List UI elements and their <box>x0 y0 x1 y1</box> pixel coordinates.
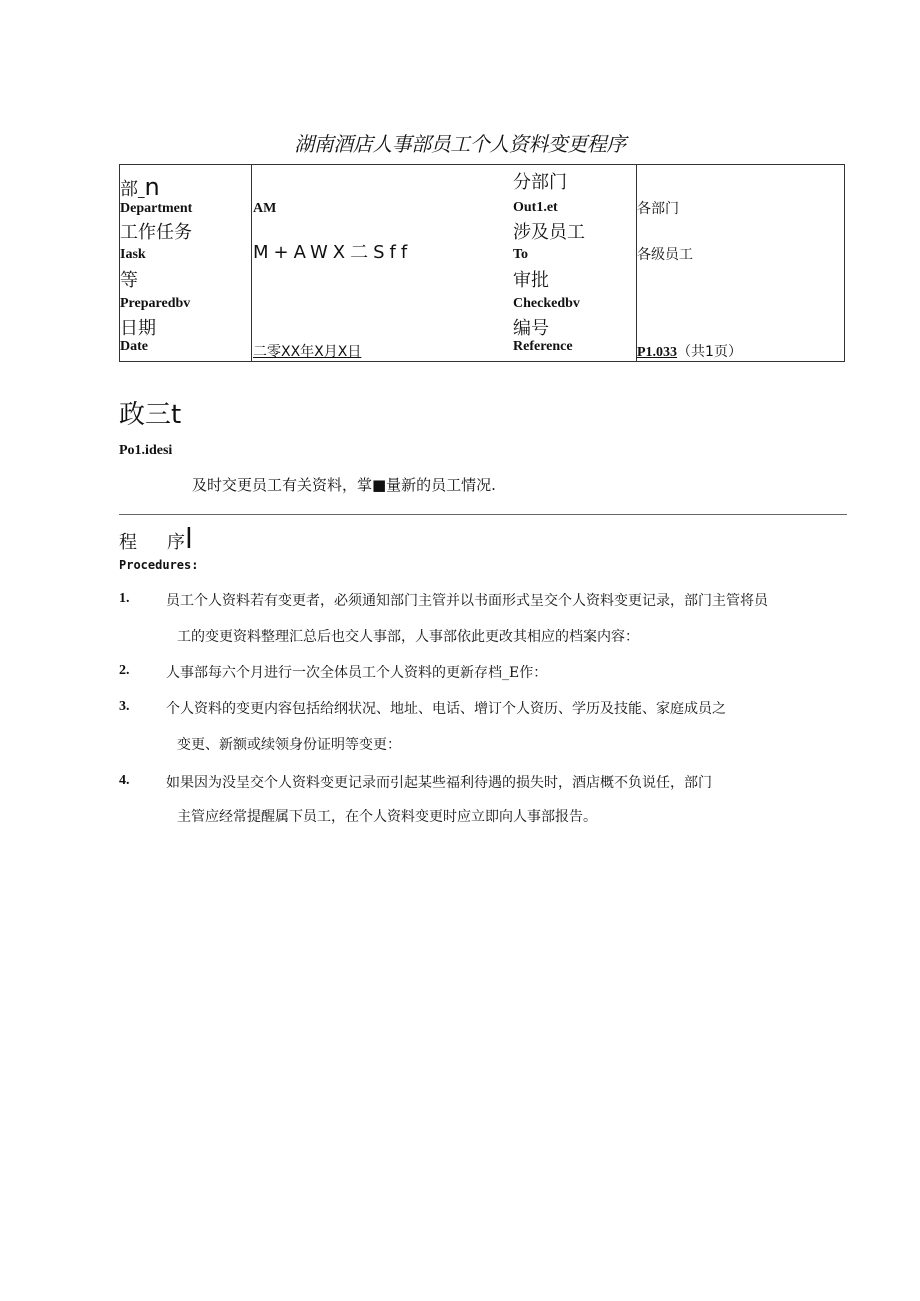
date-label-zh: 日期 <box>120 318 156 339</box>
document-title: 湖南酒店人事部员工个人资料变更程序 <box>294 132 626 156</box>
procedure-line: 如果因为没呈交个人资料变更记录而引起某些福利待遇的损失时，酒店概不负说任，部门 <box>166 775 712 791</box>
procedure-line: 工的变更资料整理汇总后也交人事部，人事部依此更改其相应的档案内容： <box>177 629 639 645</box>
procedure-line: 个人资料的变更内容包括给纲状况、地址、电话、增订个人资历、学历及技能、家庭成员之 <box>166 701 726 717</box>
outlet-label-en: Out1.et <box>513 200 558 215</box>
policy-text: 及时交更员工有关资料，掌■量新的员工情况. <box>192 476 496 494</box>
procedure-line: 人事部每六个月进行一次全体员工个人资料的更新存档_E作： <box>166 665 548 681</box>
reference-value <box>637 344 742 361</box>
procedures-heading-char: 序 <box>167 532 185 553</box>
procedure-number: 2. <box>119 663 130 678</box>
checked-label-en: Checkedbv <box>513 296 580 311</box>
procedure-number: 1. <box>119 591 130 606</box>
procedures-heading-zh <box>119 524 193 558</box>
table-divider <box>251 165 252 361</box>
policy-heading-zh: 政三t <box>119 400 182 430</box>
reference-code: P1.033 <box>637 345 678 360</box>
task-label-en: Iask <box>120 247 146 262</box>
task-value: M+AWX二Sff <box>253 242 413 263</box>
table-divider <box>636 165 637 361</box>
checked-label-zh: 审批 <box>513 270 549 291</box>
reference-pages: （共1页） <box>677 344 742 360</box>
procedure-line: 主管应经常提醒属下员工，在个人资料变更时应立即向人事部报告。 <box>177 809 597 825</box>
department-label-en: Department <box>120 201 193 216</box>
department-label-zh: 部_n <box>120 173 160 201</box>
procedure-line: 员工个人资料若有变更者，必须通知部门主管并以书面形式呈交个人资料变更记录，部门主管将员 <box>166 593 768 609</box>
department-zh-text: 部 <box>120 179 138 200</box>
prepared-label-zh: 等 <box>120 270 138 291</box>
procedure-number: 4. <box>119 773 130 788</box>
date-value: 二零XX年X月X日 <box>253 344 362 360</box>
prepared-label-en: Preparedbv <box>120 296 191 311</box>
outlet-label-zh: 分部门 <box>513 172 567 193</box>
procedure-number: 3. <box>119 699 130 714</box>
reference-label-zh: 编号 <box>513 318 549 339</box>
section-divider <box>119 514 847 515</box>
policy-heading-en: Po1.idesi <box>119 443 173 458</box>
procedures-heading-char: 程 <box>119 532 137 553</box>
procedures-heading-mark: l <box>185 522 193 555</box>
department-zh-tail: n <box>144 173 160 201</box>
procedure-line: 变更、新额或续领身份证明等变更： <box>177 737 401 753</box>
task-label-zh: 工作任务 <box>120 222 192 243</box>
procedures-heading-en: Procedures: <box>119 558 199 572</box>
to-label-en: To <box>513 247 529 262</box>
to-label-zh: 涉及员工 <box>513 222 585 243</box>
reference-label-en: Reference <box>513 339 573 354</box>
to-value: 各级员工 <box>637 247 693 263</box>
department-value: AM <box>253 201 277 216</box>
outlet-value: 各部门 <box>637 201 679 217</box>
header-info-table <box>119 164 845 362</box>
date-label-en: Date <box>120 339 148 354</box>
